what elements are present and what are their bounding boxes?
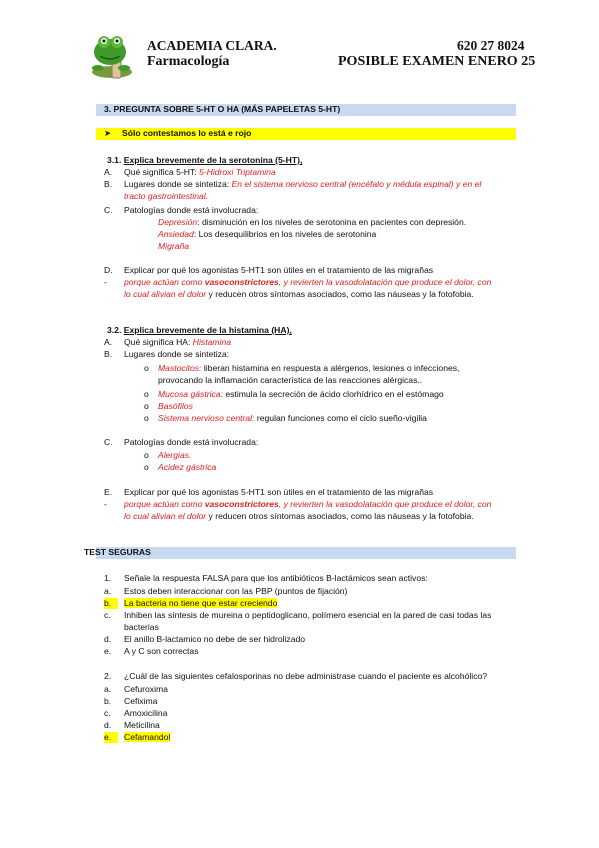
q31-title-line (107, 155, 302, 166)
pathology-anxiety (158, 229, 376, 240)
pathology-depression (158, 217, 466, 228)
histamine-e-answer (104, 499, 491, 510)
answer-red: lo cual alivian el dolor (124, 511, 207, 521)
answer-red: Ansiedad (158, 229, 194, 239)
answer-option[interactable] (104, 610, 491, 621)
answer-option[interactable] (104, 684, 168, 695)
section-title: 3. PREGUNTA SOBRE 5-HT O HA (MÁS PAPELETAS 5-HT) (104, 104, 341, 114)
serotonin-d-answer-cont (124, 289, 474, 300)
answer-option[interactable] (104, 732, 170, 743)
item-label: A. (104, 167, 113, 177)
exam-title: POSIBLE EXAMEN ENERO 25 (338, 54, 536, 69)
bullet-icon: o (144, 363, 149, 373)
option-label: a. (104, 684, 112, 694)
tests-title: TEST SEGURAS (84, 547, 151, 557)
answer-red: lo cual alivian el dolor (124, 289, 207, 299)
option-label: b. (104, 598, 118, 609)
item-text: Lugares donde se sintetiza: (124, 349, 230, 359)
option-label: d. (104, 634, 112, 644)
answer-option[interactable] (104, 586, 347, 597)
histamine-c (104, 437, 258, 448)
item-label: B. (104, 349, 113, 359)
answer-red: Mucosa gástrica: (158, 389, 223, 399)
item-text: Patologías donde está involucrada: (124, 437, 259, 447)
item-text: regulan funciones como el ciclo sueño-vigilia (254, 413, 427, 423)
item-text: estimula la secreción de ácido clorhídrico en el estómago (222, 389, 444, 399)
answer-option[interactable] (104, 720, 160, 731)
answer-red: porque actúan como (124, 277, 203, 287)
histamine-e-answer-cont (124, 511, 474, 522)
serotonin-b (104, 179, 481, 190)
phone: 620 27 8024 (457, 38, 525, 53)
bullet-icon: o (144, 462, 149, 472)
histamine-a (104, 337, 231, 348)
question-text: Señale la respuesta FALSA para que los antibióticos B-lactámicos sean activos: (124, 573, 428, 583)
q32-label: 3.2. (107, 325, 122, 335)
option-text: Cefamandol (124, 732, 171, 742)
answer-red: , y revierten la vasodolatación que produce el dolor, con (278, 499, 492, 509)
subject-name: Farmacología (147, 54, 230, 69)
option-text: Meticilina (124, 720, 160, 730)
answer-red: Mastocitos: (158, 363, 202, 373)
dash: - (104, 499, 107, 509)
serotonin-b-cont: tracto gastrointestinal. (124, 191, 209, 201)
item-text: y reducen otros síntomas asociados, como las náuseas y la fotofobia. (206, 511, 474, 521)
answer-red-bold: vasoconstrictores (204, 277, 279, 287)
frog-logo-icon (88, 30, 138, 82)
bullet-icon: o (144, 450, 149, 460)
histamine-c2 (144, 462, 216, 473)
serotonin-d (104, 265, 433, 276)
histamine-b1 (144, 363, 459, 374)
item-text: : disminución en los niveles de serotonina en pacientes con depresión. (197, 217, 467, 227)
answer-red: Alergias. (158, 450, 192, 460)
option-text: Cefuroxima (124, 684, 168, 694)
tests-band (96, 547, 516, 559)
item-text: : Los desequilibrios en los niveles de serotonina (193, 229, 377, 239)
question-text: ¿Cuál de las siguientes cefalosporinas no debe administrase cuando el paciente es alcohólico? (124, 671, 488, 681)
answer-option[interactable] (104, 708, 167, 719)
item-label: C. (104, 205, 113, 215)
histamine-c1 (144, 450, 191, 461)
q31-label: 3.1. (107, 155, 122, 165)
item-text: Lugares donde se sintetiza: (124, 179, 230, 189)
histamine-b3 (144, 401, 193, 412)
answer-option[interactable] (104, 634, 305, 645)
answer-red: Sistema nervioso central: (158, 413, 255, 423)
item-text: Explicar por qué los agonistas 5-HT1 son útiles en el tratamiento de las migrañas (124, 265, 434, 275)
option-text: Inhiben las síntesis de mureina o peptidoglicano, polímero esencial en la pared de casi todas las (124, 610, 492, 620)
question-number: 2. (104, 671, 112, 681)
academy-name: ACADEMIA CLARA. (147, 38, 277, 53)
answer-red: Histamina (192, 337, 232, 347)
option-label: d. (104, 720, 112, 730)
answer-option[interactable] (104, 696, 157, 707)
item-text: Qué significa 5-HT: (124, 167, 197, 177)
answer-red: 5-Hidroxi Triptamina (199, 167, 276, 177)
note-text: Sólo contestamos lo está e rojo (122, 128, 252, 138)
serotonin-c (104, 205, 258, 216)
logo (88, 30, 138, 82)
arrow-icon: ➤ (104, 128, 112, 138)
histamine-b2 (144, 389, 444, 400)
item-text: Patologías donde está involucrada: (124, 205, 259, 215)
item-label: B. (104, 179, 113, 189)
question-1 (104, 573, 428, 584)
serotonin-a (104, 167, 276, 178)
option-label: e. (104, 732, 118, 743)
option-text: La bacteria no tiene que estar creciendo (124, 598, 278, 608)
item-label: A. (104, 337, 113, 347)
dash: - (104, 277, 107, 287)
item-label: C. (104, 437, 113, 447)
answer-red: Depresión (158, 217, 198, 227)
answer-red: porque actúan como (124, 499, 203, 509)
bullet-icon: o (144, 389, 149, 399)
question-number: 1. (104, 573, 112, 583)
item-text: Qué significa HA: (124, 337, 191, 347)
answer-option[interactable] (104, 598, 277, 609)
histamine-e (104, 487, 433, 498)
bullet-icon: o (144, 401, 149, 411)
answer-red: , y revierten la vasodolatación que produce el dolor, con (278, 277, 492, 287)
bullet-icon: o (144, 413, 149, 423)
answer-option[interactable] (104, 646, 199, 657)
option-text: Amoxicilina (124, 708, 168, 718)
option-label: c. (104, 610, 111, 620)
answer-red-bold: vasoconstrictores (204, 499, 279, 509)
histamine-b1-cont: provocando la inflamación característica de las reacciones alérgicas.. (158, 375, 423, 385)
item-text: liberan histamina en respuesta a alérgenos, lesiones o infecciones, (201, 363, 460, 373)
option-label: c. (104, 708, 111, 718)
answer-red: Basófilos (158, 401, 193, 411)
item-label: D. (104, 265, 113, 275)
answer-option[interactable] (104, 622, 159, 633)
option-text: bacterias (124, 622, 159, 632)
histamine-b (104, 349, 229, 360)
option-label: a. (104, 586, 112, 596)
option-label: b. (104, 696, 112, 706)
histamine-b4 (144, 413, 427, 424)
option-text: A y C son correctas (124, 646, 199, 656)
answer-red: Acidez gástrica (158, 462, 217, 472)
item-label: E. (104, 487, 113, 497)
serotonin-d-answer (104, 277, 491, 288)
option-text: El anillo B-lactamico no debe de ser hidrolizado (124, 634, 306, 644)
q31-title: Explica brevemente de la serotonina (5-HT), (123, 155, 303, 165)
item-text: y reducen otros síntomas asociados, como las náuseas y la fotofobia. (206, 289, 474, 299)
q32-title: Explica brevemente de la histamina (HA), (123, 325, 292, 335)
question-2 (104, 671, 487, 682)
pathology-migraine: Migraña (158, 241, 190, 251)
option-text: Estos deben interaccionar con las PBP (puntos de fijación) (124, 586, 348, 596)
option-label: e. (104, 646, 112, 656)
q32-title-line (107, 325, 292, 336)
answer-red: En el sistema nervioso central (encéfalo y médula espinal) y en el (231, 179, 482, 189)
item-text: Explicar por qué los agonistas 5-HT1 son útiles en el tratamiento de las migrañas (124, 487, 434, 497)
option-text: Cefixima (124, 696, 158, 706)
